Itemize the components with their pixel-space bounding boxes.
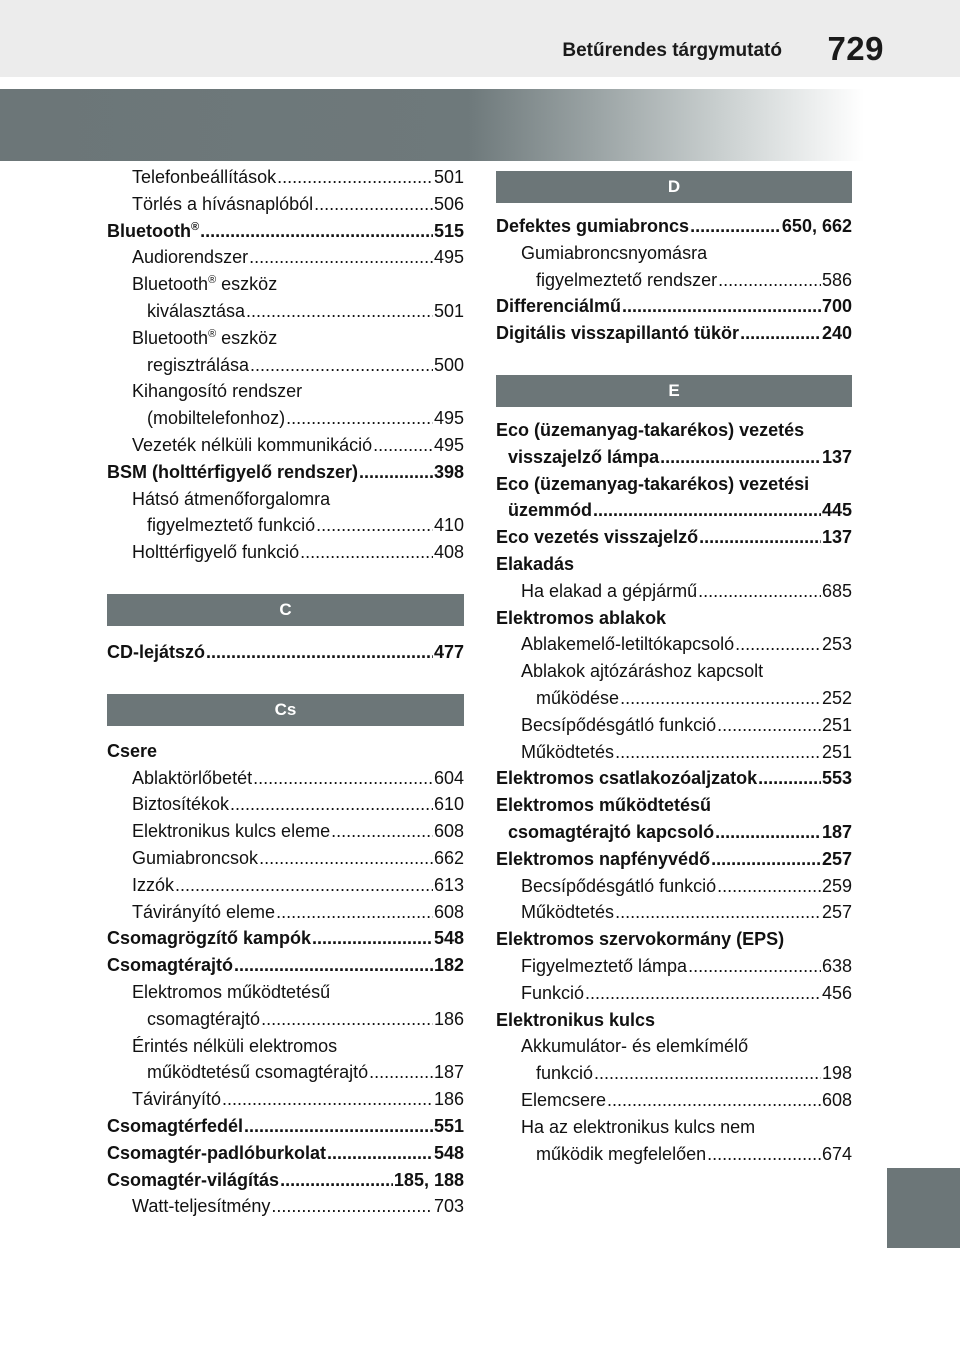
index-entry: Bluetooth® eszköz	[132, 327, 278, 348]
index-entry: Törlés a hívásnaplóból ..... 506	[107, 191, 464, 218]
index-entry: Elektronikus kulcs eleme ..... 608	[107, 818, 464, 845]
index-entry-continued: működtetésű csomagtérajtó ..... 187	[107, 1059, 464, 1086]
index-entry-continued: üzemmód ..... 445	[496, 497, 852, 524]
index-entry-continued: figyelmeztető funkció ..... 410	[107, 512, 464, 539]
index-entry: CD-lejátszó ..... 477	[107, 639, 464, 666]
index-entry: Audiorendszer ..... 495	[107, 244, 464, 271]
index-entry: Hátsó átmenőforgalomra	[132, 488, 331, 509]
index-column-left	[107, 164, 464, 1220]
index-entry: Ablaktörlőbetét ..... 604	[107, 765, 464, 792]
index-entry: Elektromos ablakok	[496, 607, 667, 628]
index-entry: Csomagtér-padlóburkolat ..... 548	[107, 1140, 464, 1167]
index-entry: Becsípődésgátló funkció ..... 251	[496, 712, 852, 739]
index-entry: Bluetooth® eszköz	[132, 274, 278, 295]
index-entry: Elektromos napfényvédő ..... 257	[496, 846, 852, 873]
section-header-d: D	[496, 171, 852, 203]
index-entry-continued: működik megfelelően ..... 674	[496, 1141, 852, 1168]
index-entry: Akkumulátor- és elemkímélő	[521, 1036, 749, 1057]
index-entry-continued: csomagtérajtó kapcsoló ..... 187	[496, 819, 852, 846]
index-entry: Ha az elektronikus kulcs nem	[521, 1116, 756, 1137]
index-entry-continued: figyelmeztető rendszer ..... 586	[496, 267, 852, 294]
index-entry: Gumiabroncsok ..... 662	[107, 845, 464, 872]
index-entry: BSM (holttérfigyelő rendszer) ..... 398	[107, 459, 464, 486]
index-entry: Működtetés ..... 251	[496, 739, 852, 766]
index-entry: Becsípődésgátló funkció ..... 259	[496, 873, 852, 900]
section-header-c: C	[107, 594, 464, 626]
index-entry: Távirányító ..... 186	[107, 1086, 464, 1113]
index-entry: Gumiabroncsnyomásra	[521, 242, 708, 263]
index-entry-continued: működése ..... 252	[496, 685, 852, 712]
index-entry: Ha elakad a gépjármű ..... 685	[496, 578, 852, 605]
index-entry-continued: csomagtérajtó ..... 186	[107, 1006, 464, 1033]
index-entry-continued: kiválasztása ..... 501	[107, 298, 464, 325]
chapter-tab	[887, 1168, 960, 1248]
index-entry-continued: regisztrálása ..... 500	[107, 352, 464, 379]
header-bar	[0, 0, 960, 77]
index-entry: Bluetooth® ..... 515	[107, 218, 464, 245]
index-entry: Működtetés ..... 257	[496, 899, 852, 926]
index-entry-continued: (mobiltelefonhoz) ..... 495	[107, 405, 464, 432]
index-entry: Watt-teljesítmény ..... 703	[107, 1193, 464, 1220]
index-entry-continued: funkció ..... 198	[496, 1060, 852, 1087]
index-entry: Csere	[107, 740, 158, 761]
index-entry-continued: visszajelző lámpa ..... 137	[496, 444, 852, 471]
index-entry: Csomagtérfedél ..... 551	[107, 1113, 464, 1140]
section-header-cs: Cs	[107, 694, 464, 726]
section-header-e: E	[496, 375, 852, 407]
index-entry: Elektromos működtetésű	[132, 981, 331, 1002]
page-number: 729	[827, 30, 884, 67]
index-entry: Elektronikus kulcs	[496, 1009, 656, 1030]
header-title: Betűrendes tárgymutató	[562, 40, 782, 61]
index-entry: Elektromos működtetésű	[496, 795, 712, 816]
index-entry: Ablakemelő-letiltókapcsoló ..... 253	[496, 631, 852, 658]
index-entry: Digitális visszapillantó tükör ..... 240	[496, 320, 852, 347]
index-entry: Ablakok ajtózáráshoz kapcsolt	[521, 661, 764, 682]
index-entry: Csomagtérajtó ..... 182	[107, 952, 464, 979]
header-banner	[0, 89, 900, 161]
index-entry: Defektes gumiabroncs ..... 650, 662	[496, 213, 852, 240]
index-entry: Elakadás	[496, 553, 575, 574]
index-entry: Holttérfigyelő funkció ..... 408	[107, 539, 464, 566]
index-column-right	[496, 171, 852, 1167]
index-entry: Távirányító eleme ..... 608	[107, 899, 464, 926]
index-entry: Érintés nélküli elektromos	[132, 1035, 338, 1056]
index-entry: Eco (üzemanyag-takarékos) vezetés	[496, 419, 805, 440]
index-entry: Elemcsere ..... 608	[496, 1087, 852, 1114]
index-entry: Csomagrögzítő kampók ..... 548	[107, 925, 464, 952]
index-entry: Elektromos szervokormány (EPS)	[496, 929, 785, 950]
index-entry: Csomagtér-világítás ..... 185, 188	[107, 1167, 464, 1194]
index-entry: Eco (üzemanyag-takarékos) vezetési	[496, 473, 810, 494]
index-entry: Telefonbeállítások ..... 501	[107, 164, 464, 191]
index-entry: Vezeték nélküli kommunikáció ..... 495	[107, 432, 464, 459]
index-entry: Izzók ..... 613	[107, 872, 464, 899]
index-entry: Elektromos csatlakozóaljzatok ..... 553	[496, 765, 852, 792]
index-entry: Kihangosító rendszer	[132, 381, 303, 402]
index-entry: Biztosítékok ..... 610	[107, 791, 464, 818]
index-entry: Figyelmeztető lámpa ..... 638	[496, 953, 852, 980]
index-entry: Differenciálmű ..... 700	[496, 293, 852, 320]
index-entry: Funkció ..... 456	[496, 980, 852, 1007]
index-entry: Eco vezetés visszajelző ..... 137	[496, 524, 852, 551]
